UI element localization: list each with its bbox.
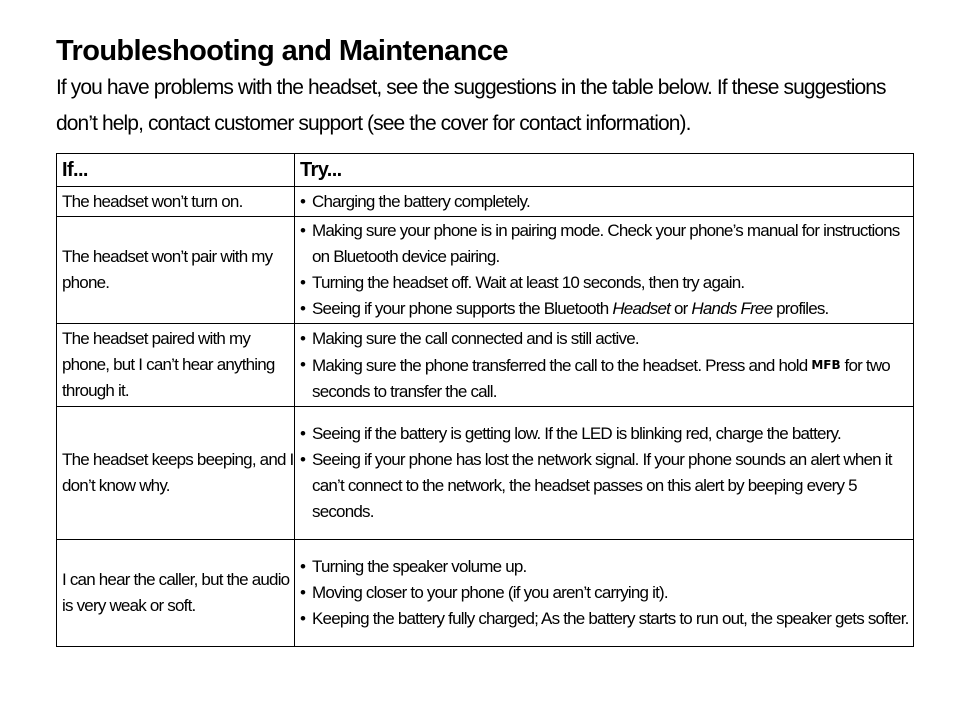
if-cell: The headset paired with my phone, but I can’t hear anything through it. — [57, 324, 295, 407]
intro-paragraph: If you have problems with the headset, see the suggestions in the table below. If these suggestions don’t help, contact customer support (see the cover for contact information). — [56, 76, 886, 135]
text: Seeing if your phone supports the Bluetooth — [312, 299, 613, 318]
try-cell — [295, 187, 914, 217]
list-item: • Turning the headset off. Wait at least 10 seconds, then try again. — [300, 270, 913, 296]
list-item: • Charging the battery completely. — [300, 189, 913, 215]
list-item: • Keeping the battery fully charged; As the battery starts to run out, the speaker gets softer. — [300, 606, 913, 632]
if-cell: The headset won’t turn on. — [57, 187, 295, 217]
try-cell — [295, 540, 914, 647]
text: profiles. — [772, 299, 829, 318]
list-item: • Making sure your phone is in pairing mode. Check your phone’s manual for instructions on Bluetooth device pairing. — [300, 218, 913, 270]
text: for two seconds to transfer the call. — [312, 355, 890, 401]
document-page — [56, 32, 916, 628]
list-item: • Moving closer to your phone (if you aren’t carrying it). — [300, 580, 913, 606]
try-list — [300, 218, 913, 322]
mfb-button-label: MFB — [811, 357, 841, 372]
table-header-row — [57, 154, 914, 187]
try-cell — [295, 217, 914, 324]
list-item: • Seeing if the battery is getting low. If the LED is blinking red, charge the battery. — [300, 421, 913, 447]
try-list — [300, 326, 913, 405]
list-item — [300, 296, 913, 322]
if-cell: The headset won’t pair with my phone. — [57, 217, 295, 324]
try-list — [300, 554, 913, 632]
try-cell — [295, 324, 914, 407]
emphasis-headset: Headset — [612, 299, 671, 318]
table-row — [57, 407, 914, 540]
try-list — [300, 189, 913, 215]
header-if: If... — [57, 154, 295, 187]
table-row — [57, 324, 914, 407]
table-row — [57, 540, 914, 647]
list-item: • Seeing if your phone has lost the network signal. If your phone sounds an alert when it can’t connect to the network, the headset passes on this alert by beeping every 5 seconds. — [300, 447, 913, 525]
header-try: Try... — [295, 154, 914, 187]
troubleshooting-table — [56, 153, 914, 647]
text: or — [670, 299, 692, 318]
list-item: • Making sure the call connected and is still active. — [300, 326, 913, 352]
table-row — [57, 217, 914, 324]
list-item: • Turning the speaker volume up. — [300, 554, 913, 580]
table-row — [57, 187, 914, 217]
try-cell — [295, 407, 914, 540]
emphasis-hands-free: Hands Free — [691, 299, 773, 318]
page-title: Troubleshooting and Maintenance — [56, 35, 508, 67]
if-cell: The headset keeps beeping, and I don’t know why. — [57, 407, 295, 540]
list-item — [300, 352, 913, 405]
text: Making sure the phone transferred the call to the headset. Press and hold — [312, 355, 812, 375]
if-cell: I can hear the caller, but the audio is very weak or soft. — [57, 540, 295, 647]
try-list — [300, 421, 913, 525]
